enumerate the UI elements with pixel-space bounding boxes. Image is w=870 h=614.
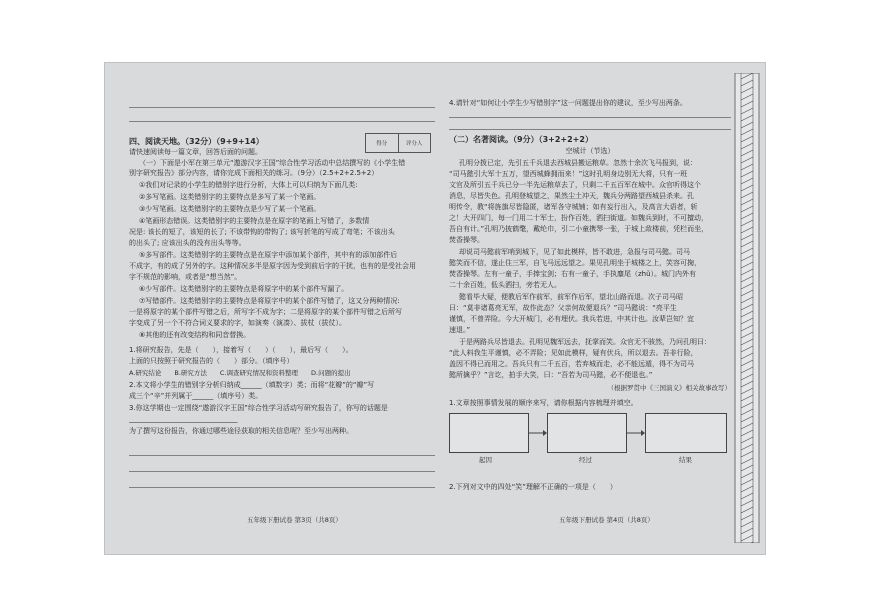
- body-line: ③少写笔画。这类错别字的主要特点是少写了某一个笔画。: [139, 205, 321, 213]
- exam-sheet: [104, 62, 766, 555]
- question-1-options: A.研究结论 B.研究方法 C.调查研究情况和资料整理 D.问题的提出: [129, 369, 351, 377]
- question-3-blank: _______________________________: [129, 415, 238, 423]
- arrow-right-icon: [627, 427, 645, 439]
- question-2: 2.本文将小学生的错别字分析归纳成______（填数字）类；而将“花瓣”的“瓣”写: [129, 381, 375, 389]
- score-box: [365, 133, 431, 153]
- story-line: 焚香操琴。: [449, 236, 484, 244]
- answer-line: [129, 487, 435, 488]
- story-line: 二十余百姓，低头洒扫，旁若无人。: [449, 281, 561, 289]
- flow-boxes: [449, 413, 731, 463]
- process-box[interactable]: [547, 413, 627, 453]
- body-line: ⑧其他的还有改变结构和同音替换。: [139, 331, 251, 339]
- body-line: 的出头了; 应该出头的没有出头等等。: [129, 239, 246, 247]
- question-1-sub: 上面的只按照于研究报告的（ ）部分。（填序号）: [129, 357, 294, 365]
- question-2: 2.下列对文中的四处“笑”理解不正确的一项是（ ）: [449, 483, 617, 491]
- body-line: 字不规范的影响，或者是“想当然”。: [129, 273, 242, 281]
- arrow-right-icon: [529, 427, 547, 439]
- answer-line: [129, 121, 435, 122]
- answer-line: [449, 117, 731, 118]
- body-line: 不成字，有的成了另外的字。这种情况多半是原字因为受到前后字的干扰，也有的是受社会用: [129, 262, 416, 270]
- story-line: 盖因不得已而用之。吾兵只有二千五百，若弃城而走，必不能远遁，得不为司马: [449, 360, 694, 368]
- binding-strip: [733, 73, 763, 543]
- section-title: 四、阅读天地。（32分）（9+9+14）: [129, 137, 264, 146]
- story-line: 曰：“莫非诸葛亮无军，故作此态？父亲何故便退兵？”司马懿说：“亮平生: [449, 304, 677, 312]
- body-line: ②多写笔画。这类错别字的主要特点是多写了某一个笔画。: [139, 193, 321, 201]
- story-line: 消息，尽皆失色。孔明登城望之，果然尘土冲天，魏兵分两路望西城县杀来。孔: [449, 192, 694, 200]
- question-3-sub: 为了撰写这份报告，你通过哪些途径获取的相关信息呢？至少写出两种。: [129, 427, 353, 435]
- body-line: ④笔画形态错误。这类错别字的主要特点是在原字的笔画上写错了，多数情: [139, 217, 370, 225]
- story-line: “司马懿引大军十五万，望西城蜂拥而来！”这时孔明身边别无大将，只有一班: [449, 170, 688, 178]
- answer-line: [129, 107, 435, 108]
- passage-title-line: 别字研究报告》部分内容，请你完成下面相关的练习。（9分）（2.5+2+2.5+2）: [129, 169, 379, 177]
- body-line: ⑥少写部件。这类错别字的主要特点是将原字中的某个部件写漏了。: [139, 285, 349, 293]
- story-line: 明传令，教“将旌旗尽皆隐匿，诸军各守城铺；如有妄行出入，及高言大语者，斩: [449, 203, 698, 211]
- story-source: （根据罗贯中《三国演义》相关故事改写）: [607, 384, 731, 392]
- story-line: 速退。”: [449, 326, 471, 334]
- body-line: 一是将原字的某个部件写错之后，所写字不成为字；二是将原字的某个部件写错之后所写: [129, 308, 402, 316]
- story-title: 空城计（节选）: [565, 147, 615, 155]
- cause-box[interactable]: [449, 413, 529, 453]
- section-title: （二）名著阅读。（9分）（3+2+2+2）: [449, 135, 593, 144]
- page-footer: 五年级下册试卷 第4页（共8页）: [559, 516, 654, 524]
- body-line: 况是: 该长的短了，该短的长了; 不该带钩的带钩了; 该写折笔的写成了弯笔；不该出头: [129, 228, 395, 236]
- grader-cell: 评分人: [405, 141, 423, 147]
- story-line: 谨慎，不曾弄险。今大开城门，必有埋伏。我兵若进，中其计也。汝辈岂知？宜: [449, 315, 694, 323]
- answer-line: [129, 471, 435, 472]
- answer-line: [129, 455, 435, 456]
- score-cell: 得分: [366, 134, 399, 152]
- right-page: [449, 63, 731, 554]
- question-2-sub: 成三个“辛”并列属于______（填序号）类。: [129, 392, 263, 400]
- story-line: 焚香操琴。左有一童子，手捧宝剑；右有一童子，手执麈尾（zhǔ）。城门内外有: [449, 270, 697, 278]
- page-footer: 五年级下册试卷 第3页（共8页）: [247, 516, 342, 524]
- story-line: “此人料我生平谨慎，必不弄险；见如此模样，疑有伏兵，所以退去。吾非行险，: [449, 349, 698, 357]
- story-line: 孔明分拨已定，先引五千兵退去西城县搬运粮草。忽然十余次飞马报到，说：: [459, 159, 697, 167]
- question-3: 3.你这学期也一定围绕“遨游汉字王国”综合性学习活动写研究报告了，你写的话题是: [129, 404, 388, 412]
- instruction: 请快速阅读每一篇文章，回答后面的问题。: [129, 148, 262, 156]
- story-line: 吾自有计。”孔明乃披鹤氅，戴纶巾，引二小童携琴一张，于城上敌楼前，凭栏而坐，: [449, 225, 709, 233]
- answer-line: [449, 129, 731, 130]
- body-line: ①我们对记录的小学生的错别字进行分析，大体上可以归纳为下面几类:: [139, 181, 358, 189]
- process-label: 经过: [579, 456, 592, 464]
- left-page: [129, 63, 435, 554]
- result-label: 结果: [679, 456, 692, 464]
- story-line: 文官及所引五千兵已分一半先运粮草去了，只剩二千五百军在城中。众官听得这个: [449, 181, 701, 189]
- story-line: 懿看毕大疑，便教后军作前军，前军作后军，望北山路而退。次子司马昭: [459, 293, 683, 301]
- body-line: 字变成了另一个不符合词义要求的字，如演奏（演凑）、拔杖（拔仗）。: [129, 319, 346, 327]
- cause-label: 起因: [479, 456, 492, 464]
- question-1: 1.将研究报告，先是（ ），接着写（ ）（ ），最后写（ ）。: [129, 346, 353, 354]
- body-line: ⑤多写部件。这类错别字的主要特点是在原字中添加某个部件，其中有的添加部件后: [139, 251, 398, 259]
- question-1: 1.文章按照事情发展的顺序来写，请你根据内容梳理并填空。: [449, 399, 638, 407]
- story-line: 却说司马懿前军哨到城下，见了如此模样，皆不敢进，急报与司马懿。司马: [459, 248, 690, 256]
- story-line: 懿所擒乎？”言讫，拍手大笑，曰：“吾若为司马懿，必不便退也。”: [449, 371, 653, 379]
- story-line: 于是两路兵尽皆退去。孔明见魏军远去，抚掌而笑。众官无不骇然，乃问孔明曰：: [459, 338, 711, 346]
- question-4: 4.请针对“如何让小学生少写错别字”这一问题提出你的建议，至少写出两条。: [449, 99, 687, 107]
- body-line: ⑦写错部件。这类错别字的主要特点是将原字中的某个部件写错了，这又分两种情况:: [139, 297, 400, 305]
- story-line: 懿笑而不信，遂止住三军，自飞马远远望之。果见孔明坐于城楼之上，笑容可掬，: [449, 259, 701, 267]
- result-box[interactable]: [645, 413, 727, 453]
- passage-title-line: （一）下面是小军在第三单元“遨游汉字王国”综合性学习活动中总结撰写的《小学生错: [139, 159, 406, 167]
- story-line: 之！大开四门，每一门用二十军士，扮作百姓，洒扫街道。如魏兵到时，不可擅动，: [449, 214, 708, 222]
